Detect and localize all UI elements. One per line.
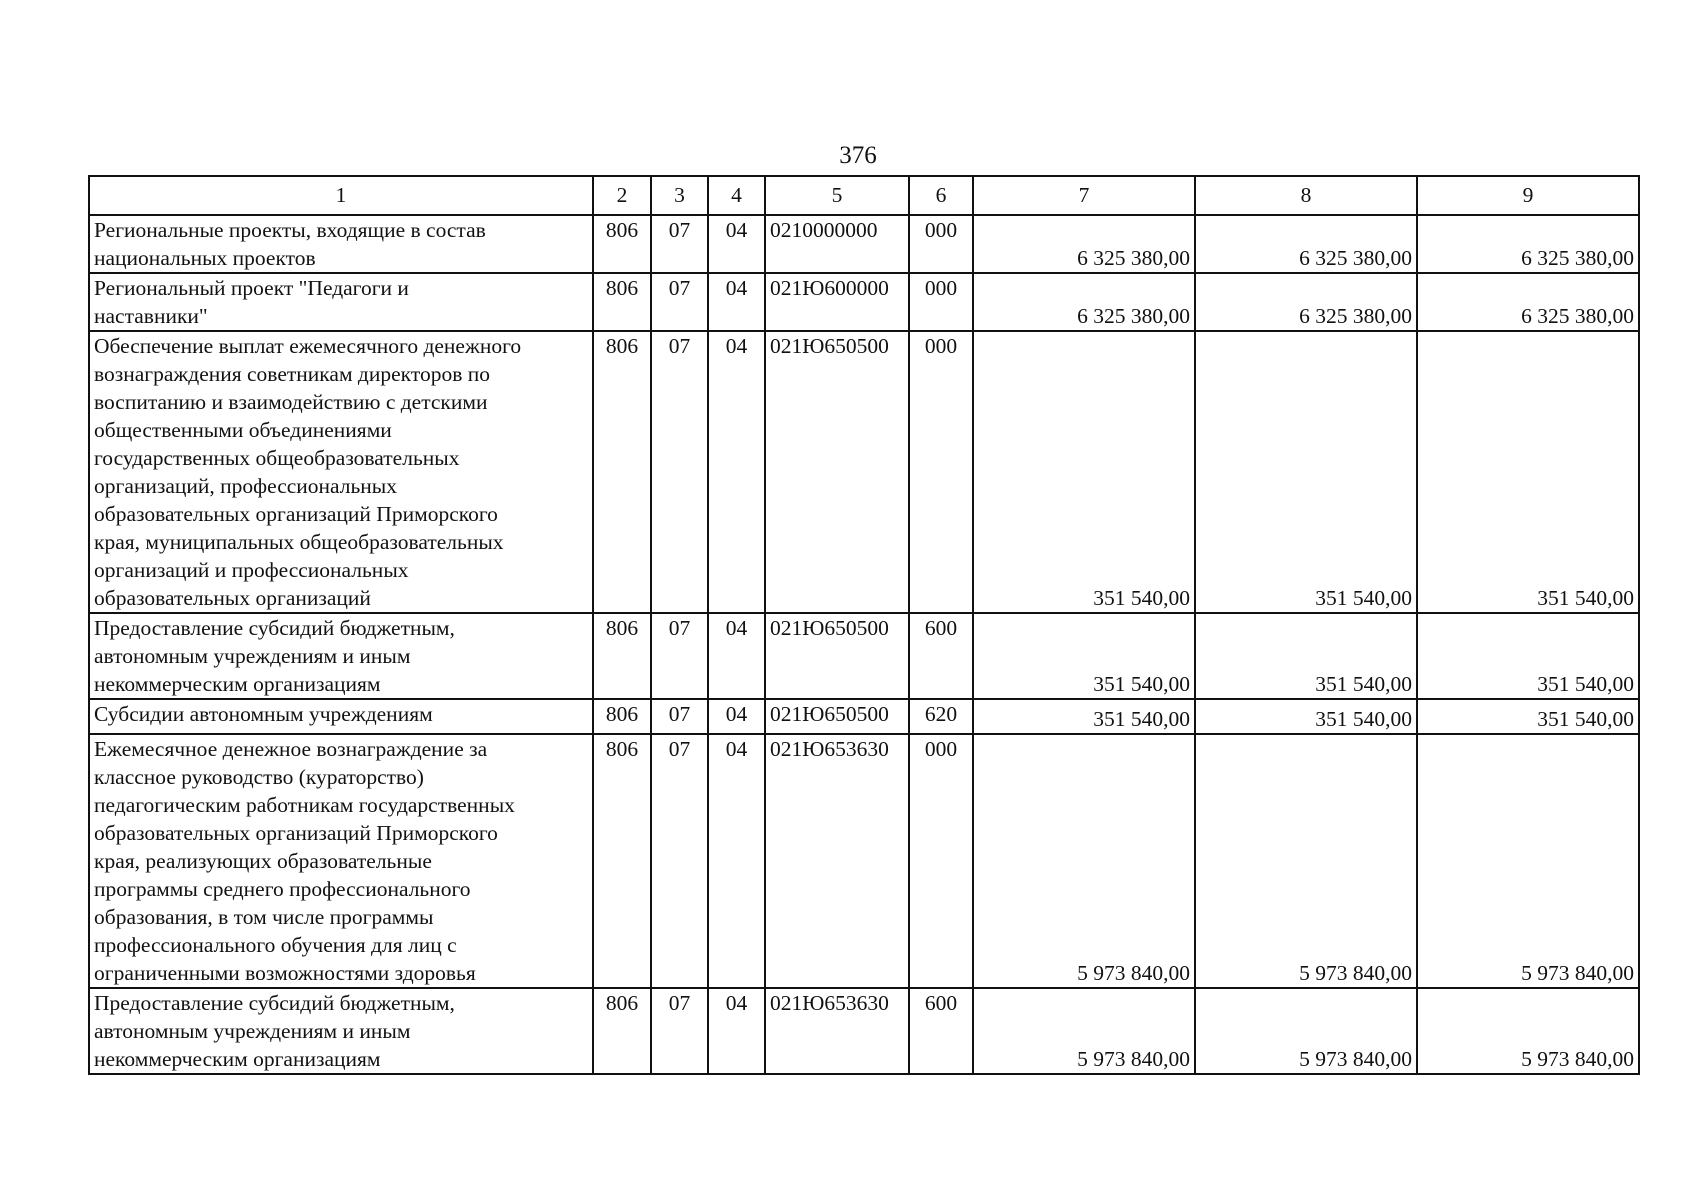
amount-col-7: 5 973 840,00: [973, 988, 1195, 1074]
amount-col-9: 6 325 380,00: [1417, 215, 1639, 273]
amount-col-9: 5 973 840,00: [1417, 734, 1639, 988]
row-name-line: Ежемесячное денежное вознаграждение за: [94, 737, 488, 761]
row-name-line: профессионального обучения для лиц с: [94, 933, 457, 957]
target-article-code: 021Ю650500: [765, 331, 909, 613]
row-name: [89, 215, 593, 273]
row-name-line: ограниченными возможностями здоровья: [94, 961, 476, 985]
row-name-line: образовательных организаций Приморского: [94, 821, 498, 845]
header-cell: 9: [1417, 176, 1639, 215]
row-name-line: автономным учреждениям и иным: [94, 644, 411, 668]
subsection-code: 04: [708, 215, 765, 273]
table-row: [89, 215, 1639, 273]
row-name-line: Субсидии автономным учреждениям: [94, 702, 433, 726]
subsection-code: 04: [708, 699, 765, 734]
row-name: [89, 613, 593, 699]
row-name-line: вознаграждения советникам директоров по: [94, 362, 490, 386]
section-code: 07: [651, 988, 708, 1074]
row-name-line: автономным учреждениям и иным: [94, 1019, 411, 1043]
row-name-line: национальных проектов: [94, 246, 316, 270]
target-article-code: 0210000000: [765, 215, 909, 273]
target-article-code: 021Ю653630: [765, 734, 909, 988]
row-name-line: края, реализующих образовательные: [94, 849, 432, 873]
header-cell: 1: [89, 176, 593, 215]
amount-col-7: 6 325 380,00: [973, 273, 1195, 331]
table-header-row: [89, 176, 1639, 215]
expense-type-code: 620: [909, 699, 973, 734]
row-name-line: организаций, профессиональных: [94, 474, 398, 498]
budget-table: [88, 175, 1640, 1075]
header-cell: 2: [593, 176, 651, 215]
target-article-code: 021Ю653630: [765, 988, 909, 1074]
chapter-code: 806: [593, 331, 651, 613]
chapter-code: 806: [593, 613, 651, 699]
subsection-code: 04: [708, 613, 765, 699]
amount-col-9: 351 540,00: [1417, 331, 1639, 613]
amount-col-7: 351 540,00: [973, 331, 1195, 613]
expense-type-code: 000: [909, 734, 973, 988]
amount-col-7: 5 973 840,00: [973, 734, 1195, 988]
row-name-line: Предоставление субсидий бюджетным,: [94, 991, 455, 1015]
subsection-code: 04: [708, 273, 765, 331]
row-name: [89, 699, 593, 734]
amount-col-7: 6 325 380,00: [973, 215, 1195, 273]
row-name-line: Предоставление субсидий бюджетным,: [94, 616, 455, 640]
amount-col-9: 351 540,00: [1417, 613, 1639, 699]
amount-col-8: 6 325 380,00: [1195, 273, 1417, 331]
row-name-line: образовательных организаций: [94, 586, 371, 610]
table-row: [89, 699, 1639, 734]
chapter-code: 806: [593, 273, 651, 331]
row-name-line: Региональные проекты, входящие в состав: [94, 218, 486, 242]
row-name-line: педагогическим работникам государственных: [94, 793, 515, 817]
subsection-code: 04: [708, 331, 765, 613]
row-name-line: образовательных организаций Приморского: [94, 502, 498, 526]
section-code: 07: [651, 215, 708, 273]
expense-type-code: 600: [909, 613, 973, 699]
section-code: 07: [651, 734, 708, 988]
target-article-code: 021Ю600000: [765, 273, 909, 331]
row-name-line: Обеспечение выплат ежемесячного денежного: [94, 334, 522, 358]
amount-col-7: 351 540,00: [973, 613, 1195, 699]
chapter-code: 806: [593, 734, 651, 988]
expense-type-code: 600: [909, 988, 973, 1074]
row-name-line: края, муниципальных общеобразовательных: [94, 530, 504, 554]
row-name-line: государственных общеобразовательных: [94, 446, 460, 470]
amount-col-8: 351 540,00: [1195, 331, 1417, 613]
table-row: [89, 988, 1639, 1074]
target-article-code: 021Ю650500: [765, 699, 909, 734]
header-cell: 4: [708, 176, 765, 215]
row-name-line: некоммерческим организациям: [94, 672, 381, 696]
row-name-line: организаций и профессиональных: [94, 558, 409, 582]
header-cell: 8: [1195, 176, 1417, 215]
amount-col-8: 351 540,00: [1195, 613, 1417, 699]
table-row: [89, 331, 1639, 613]
subsection-code: 04: [708, 988, 765, 1074]
amount-col-7: 351 540,00: [973, 699, 1195, 734]
chapter-code: 806: [593, 988, 651, 1074]
chapter-code: 806: [593, 699, 651, 734]
section-code: 07: [651, 613, 708, 699]
amount-col-9: 351 540,00: [1417, 699, 1639, 734]
row-name: [89, 331, 593, 613]
table-row: [89, 273, 1639, 331]
section-code: 07: [651, 699, 708, 734]
table-row: [89, 734, 1639, 988]
section-code: 07: [651, 273, 708, 331]
amount-col-9: 6 325 380,00: [1417, 273, 1639, 331]
row-name: [89, 988, 593, 1074]
subsection-code: 04: [708, 734, 765, 988]
target-article-code: 021Ю650500: [765, 613, 909, 699]
table-row: [89, 613, 1639, 699]
row-name-line: некоммерческим организациям: [94, 1047, 381, 1071]
row-name-line: общественными объединениями: [94, 418, 392, 442]
expense-type-code: 000: [909, 273, 973, 331]
header-cell: 3: [651, 176, 708, 215]
row-name-line: наставники": [94, 304, 208, 328]
header-cell: 6: [909, 176, 973, 215]
page-number: 376: [839, 142, 877, 169]
expense-type-code: 000: [909, 215, 973, 273]
chapter-code: 806: [593, 215, 651, 273]
table-body: [89, 176, 1639, 1074]
amount-col-8: 6 325 380,00: [1195, 215, 1417, 273]
row-name-line: образования, в том числе программы: [94, 905, 434, 929]
amount-col-8: 5 973 840,00: [1195, 988, 1417, 1074]
row-name-line: классное руководство (кураторство): [94, 765, 424, 789]
amount-col-9: 5 973 840,00: [1417, 988, 1639, 1074]
row-name-line: воспитанию и взаимодействию с детскими: [94, 390, 488, 414]
amount-col-8: 351 540,00: [1195, 699, 1417, 734]
row-name-line: программы среднего профессионального: [94, 877, 471, 901]
expense-type-code: 000: [909, 331, 973, 613]
header-cell: 5: [765, 176, 909, 215]
amount-col-8: 5 973 840,00: [1195, 734, 1417, 988]
section-code: 07: [651, 331, 708, 613]
header-cell: 7: [973, 176, 1195, 215]
row-name: [89, 273, 593, 331]
row-name-line: Региональный проект "Педагоги и: [94, 276, 409, 300]
row-name: [89, 734, 593, 988]
